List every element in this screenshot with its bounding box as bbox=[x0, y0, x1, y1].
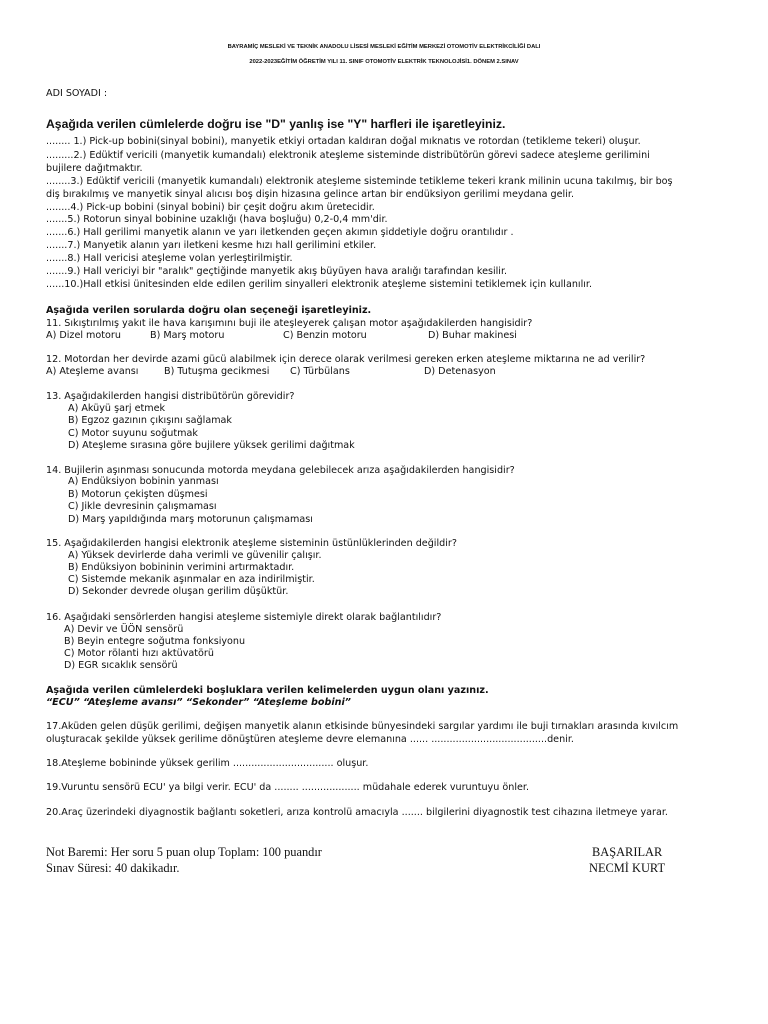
tf-line: ........3.) Edüktif vericili (manyetik kumandalı) elektronik ateşleme sisteminde tetikleme tekeri krank milinin ucuna takılmış, bir boş bbox=[46, 176, 673, 187]
tf-line: bujilere dağıtmaktır. bbox=[46, 163, 143, 174]
tf-line: .......8.) Hall vericisi ateşleme volan yerleştirilmiştir. bbox=[46, 253, 293, 264]
question-14: 14. Bujilerin aşınması sonucunda motorda meydana gelebilecek arıza aşağıdakilerden hangisidir? bbox=[46, 465, 515, 476]
option-b: B) Marş motoru bbox=[150, 330, 225, 341]
tf-line: .........2.) Edüktif vericili (manyetik kumandalı) elektronik ateşleme sisteminde distribütörün görevi sadece ateşleme gerilimini bbox=[46, 150, 650, 161]
option-a: A) Devir ve ÜÖN sensörü bbox=[64, 624, 184, 635]
option-c: C) Benzin motoru bbox=[283, 330, 367, 341]
tf-line: diş bırakılmış ve manyetik sinyal alıcısı boş dişin hizasına gelince artan bir endüksiyon gerilimi meydana gelir. bbox=[46, 189, 574, 200]
tf-line: .......6.) Hall gerilimi manyetik alanın ve yarı iletkenden geçen akımın şiddetiyle doğru orantılıdır . bbox=[46, 227, 514, 238]
option-a: A) Yüksek devirlerde daha verimli ve güvenilir çalışır. bbox=[68, 550, 322, 561]
exam-title: 2022-2023EĞİTİM ÖĞRETİM YILI 11. SINIF OTOMOTİV ELEKTRİK TEKNOLOJİSİ1. DÖNEM 2.SINAV bbox=[249, 59, 519, 65]
tf-line: .......9.) Hall vericiyi bir "aralık" geçtiğinde manyetik akış büyüyen hava aralığı tarafından kesilir. bbox=[46, 266, 508, 277]
question-20: 20.Araç üzerindeki diyagnostik bağlantı soketleri, arıza kontrolü amacıyla ....... bilgilerini diyagnostik test cihazına iletmeye yarar. bbox=[46, 807, 668, 818]
option-d: D) Detenasyon bbox=[424, 366, 496, 377]
question-17: 17.Aküden gelen düşük gerilimi, değişen manyetik alanın etkisinde bünyesindeki sargılar yardımı ile buji tırnakları arasında kıvılcım bbox=[46, 721, 679, 732]
question-13: 13. Aşağıdakilerden hangisi distribütörün görevidir? bbox=[46, 391, 295, 402]
tf-line: ......10.)Hall etkisi ünitesinden elde edilen gerilim sinyalleri elektronik ateşleme sistemini tetiklemek için kullanılır. bbox=[46, 279, 593, 290]
option-b: B) Tutuşma gecikmesi bbox=[164, 366, 270, 377]
question-12: 12. Motordan her devirde azami gücü alabilmek için derece olarak verilmesi gereken erken ateşleme miktarına ne ad verilir? bbox=[46, 354, 646, 365]
question-15: 15. Aşağıdakilerden hangisi elektronik ateşleme sisteminin üstünlüklerinden değildir? bbox=[46, 538, 457, 549]
tf-line: ........4.) Pick-up bobini (sinyal bobini) bir çeşit doğru akım üretecidir. bbox=[46, 202, 375, 213]
option-a: A) Dizel motoru bbox=[46, 330, 121, 341]
mc-instruction: Aşağıda verilen sorularda doğru olan seçeneği işaretleyiniz. bbox=[46, 305, 372, 316]
option-c: C) Motor suyunu soğutmak bbox=[68, 428, 198, 439]
question-11: 11. Sıkıştırılmış yakıt ile hava karışımını buji ile ateşleyerek çalışan motor aşağıdakilerden hangisidir? bbox=[46, 318, 533, 329]
grading-note: Not Baremi: Her soru 5 puan olup Toplam: 100 puandır bbox=[46, 845, 322, 859]
tf-line: .......7.) Manyetik alanın yarı iletkeni kesme hızı hall gerilimini etkiler. bbox=[46, 240, 377, 251]
option-a: A) Aküyü şarj etmek bbox=[68, 403, 166, 414]
fill-word-bank: “ECU” “Ateşleme avansı” “Sekonder” “Ateşleme bobini” bbox=[46, 697, 351, 708]
question-18: 18.Ateşleme bobininde yüksek gerilim ................................. oluşur. bbox=[46, 758, 369, 769]
option-b: B) Motorun çekişten düşmesi bbox=[68, 489, 208, 500]
fill-instruction: Aşağıda verilen cümlelerdeki boşluklara verilen kelimelerden uygun olanı yazınız. bbox=[46, 685, 489, 696]
tf-line: .......5.) Rotorun sinyal bobinine uzaklığı (hava boşluğu) 0,2-0,4 mm'dir. bbox=[46, 214, 388, 225]
question-17-cont: oluşturacak şekilde yüksek gerilime dönüştüren ateşleme devre elemanına ...... ......................................denir. bbox=[46, 734, 574, 745]
question-19: 19.Vuruntu sensörü ECU' ya bilgi verir. ECU' da ........ ................... müdahale ederek vuruntuyu önler. bbox=[46, 782, 529, 793]
tf-line: ........ 1.) Pick-up bobini(sinyal bobini), manyetik etkiyi ortadan kaldıran doğal mıknatıs ve rotordan (tetikleme tekeri) oluşur. bbox=[46, 136, 641, 147]
option-b: B) Beyin entegre soğutma fonksiyonu bbox=[64, 636, 246, 647]
question-16: 16. Aşağıdaki sensörlerden hangisi ateşleme sistemiyle direkt olarak bağlantılıdır? bbox=[46, 612, 442, 623]
option-d: D) Marş yapıldığında marş motorunun çalışmaması bbox=[68, 514, 313, 525]
option-c: C) Motor rölanti hızı aktüvatörü bbox=[64, 648, 214, 659]
name-label: ADI SOYADI : bbox=[46, 88, 108, 99]
school-header: BAYRAMİÇ MESLEKİ VE TEKNİK ANADOLU LİSESİ MESLEKİ EĞİTİM MERKEZİ OTOMOTİV ELEKTRİKCİLİĞİ DALI bbox=[227, 44, 541, 50]
option-c: C) Jikle devresinin çalışmaması bbox=[68, 501, 217, 512]
option-d: D) Ateşleme sırasına göre bujilere yüksek gerilimi dağıtmak bbox=[68, 440, 355, 451]
option-d: D) Sekonder devrede oluşan gerilim düşüktür. bbox=[68, 586, 289, 597]
author-name: NECMİ KURT bbox=[589, 861, 666, 875]
option-a: A) Endüksiyon bobinin yanması bbox=[68, 476, 219, 487]
exam-duration: Sınav Süresi: 40 dakikadır. bbox=[46, 861, 180, 875]
option-c: C) Sistemde mekanik aşınmalar en aza indirilmiştir. bbox=[68, 574, 315, 585]
option-d: D) EGR sıcaklık sensörü bbox=[64, 660, 178, 671]
option-a: A) Ateşleme avansı bbox=[46, 366, 139, 377]
option-c: C) Türbülans bbox=[290, 366, 350, 377]
option-b: B) Egzoz gazının çıkışını sağlamak bbox=[68, 415, 232, 426]
closing-wish: BAŞARILAR bbox=[592, 845, 663, 859]
tf-instruction: Aşağıda verilen cümlelerde doğru ise "D" yanlış ise "Y" harfleri ile işaretleyiniz. bbox=[46, 117, 506, 131]
option-b: B) Endüksiyon bobininin verimini artırmaktadır. bbox=[68, 562, 295, 573]
option-d: D) Buhar makinesi bbox=[428, 330, 517, 341]
